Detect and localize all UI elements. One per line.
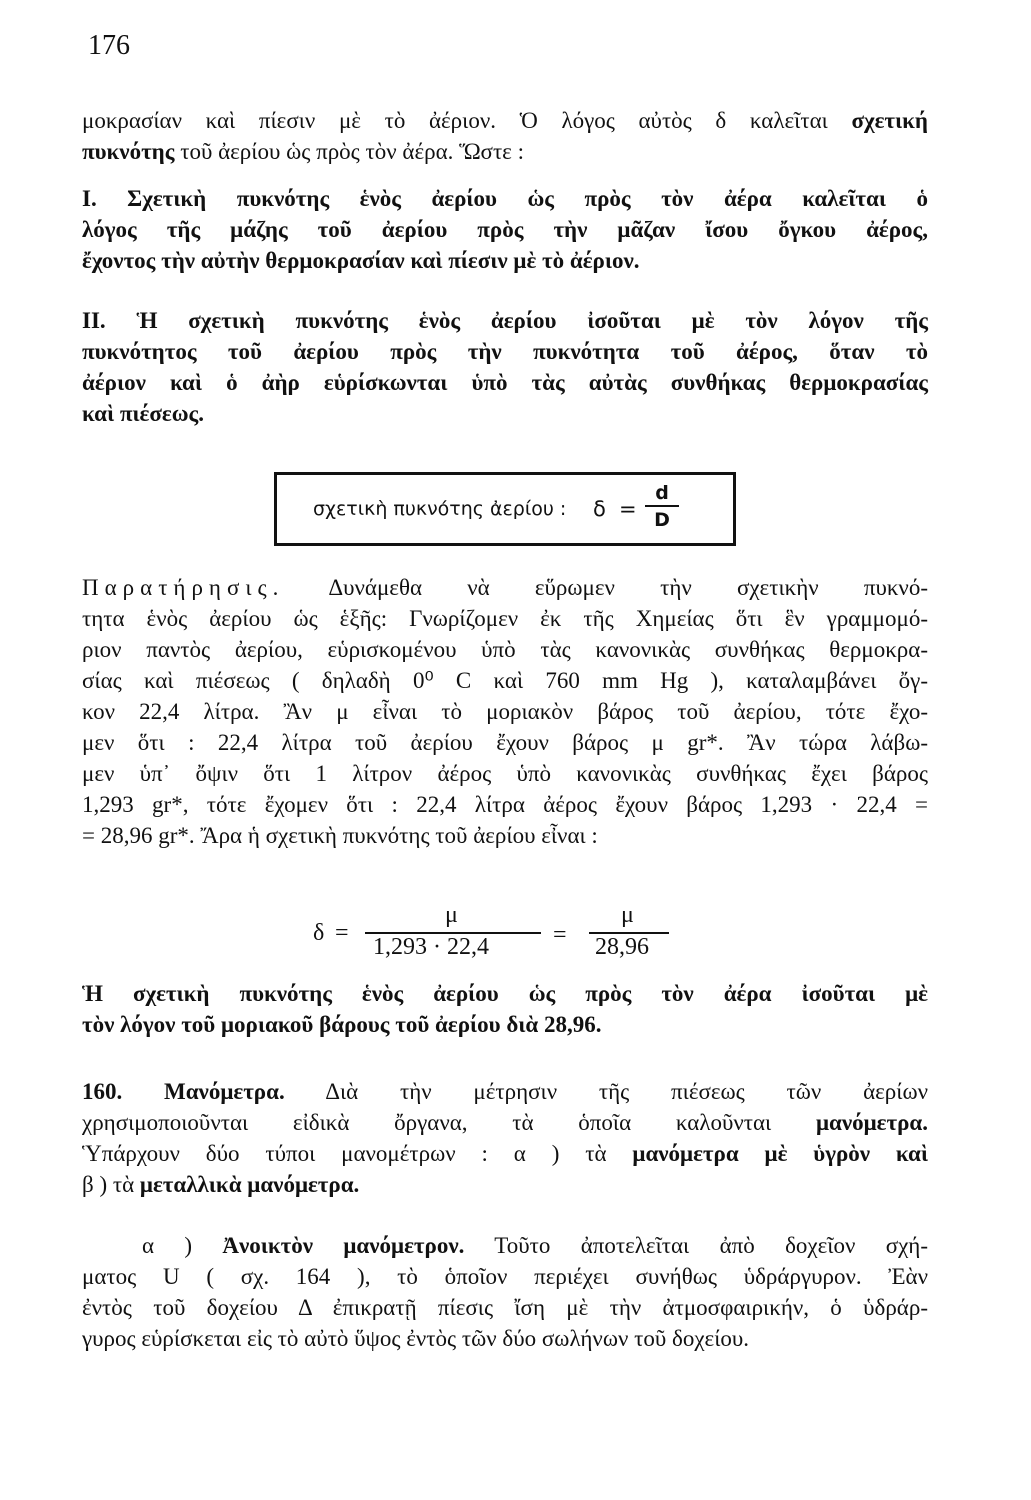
definition-1 bbox=[82, 183, 928, 276]
open-manometer-line: ἐντὸς τοῦ δοχείου Δ ἐπικρατῇ πίεσις ἴση μὲ τὴν ἀτμοσφαιρικήν, ὁ ὑδράρ- bbox=[82, 1295, 928, 1320]
section-160-line-4 bbox=[82, 1169, 928, 1200]
definition-2-line: καὶ πιέσεως. bbox=[82, 401, 204, 426]
open-manometer-line-1 bbox=[82, 1230, 928, 1261]
remark-heading: Παρατήρησις. bbox=[82, 575, 285, 600]
intro-line-2 bbox=[82, 136, 928, 167]
remark-line: 1,293 gr*, τότε ἔχομεν ὅτι : 22,4 λίτρα ἀέρος ἔχουν βάρος 1,293 · 22,4 = bbox=[82, 792, 928, 817]
formula-box bbox=[274, 472, 736, 546]
intro-text: τοῦ ἀερίου ὡς πρὸς τὸν ἀέρα. Ὥστε : bbox=[174, 139, 524, 164]
definition-1-line: λόγος τῆς μάζης τοῦ ἀερίου πρὸς τὴν μᾶζαν ἴσου ὄγκου ἀέρος, bbox=[82, 217, 928, 242]
term-relative: σχετική bbox=[851, 108, 928, 133]
formula-equals: = bbox=[619, 497, 637, 521]
equation-delta: δ bbox=[313, 920, 325, 946]
remark-line: κον 22,4 λίτρα. Ἂν μ εἶναι τὸ μοριακὸν βάρος τοῦ ἀερίου, τότε ἔχο- bbox=[82, 699, 928, 724]
section-160-text: Ὑπάρχουν δύο τύποι μανομέτρων : α ) τὰ bbox=[82, 1141, 633, 1166]
remark-line: τητα ἑνὸς ἀερίου ὡς ἑξῆς: Γνωρίζομεν ἐκ τῆς Χημείας ὅτι ἓν γραμμομό- bbox=[82, 606, 928, 631]
section-160-line-3 bbox=[82, 1138, 928, 1169]
equation-denominator-1: 1,293 · 22,4 bbox=[373, 934, 489, 960]
open-manometer-line: ματος U ( σχ. 164 ), τὸ ὁποῖον περιέχει συνήθως ὑδράργυρον. Ἐὰν bbox=[82, 1264, 928, 1289]
section-160-text: β ) τὰ bbox=[82, 1172, 140, 1197]
intro-paragraph bbox=[82, 105, 928, 167]
section-160-text: χρησιμοποιοῦνται εἰδικὰ ὄργανα, τὰ ὁποῖα καλοῦνται bbox=[82, 1110, 816, 1135]
open-manometer-prefix: α ) bbox=[142, 1233, 223, 1258]
term-liquid-manometers: μανόμετρα μὲ ὑγρὸν καὶ bbox=[632, 1141, 928, 1166]
term-density: πυκνότης bbox=[82, 139, 175, 164]
formula-label: σχετικὴ πυκνότης ἀερίου : bbox=[313, 498, 567, 520]
section-160-line-1 bbox=[82, 1076, 928, 1107]
intro-line-1 bbox=[82, 105, 928, 136]
remark-text: Δυνάμεθα νὰ εὕρωμεν τὴν σχετικὴν πυκνό- bbox=[284, 575, 928, 600]
definition-2-line: πυκνότητος τοῦ ἀερίου πρὸς τὴν πυκνότητα τοῦ ἀέρος, ὅταν τὸ bbox=[82, 339, 928, 364]
open-manometer-heading: Ἀνοικτὸν μανόμετρον. bbox=[222, 1233, 465, 1258]
equation-equals: = bbox=[335, 920, 349, 946]
remark-line-1 bbox=[82, 572, 928, 603]
definition-1-line: ἔχοντος τὴν αὐτὴν θερμοκρασίαν καὶ πίεσιν μὲ τὸ ἀέριον. bbox=[82, 248, 640, 273]
formula-delta: δ bbox=[593, 497, 606, 521]
definition-2-line: II. Ἡ σχετικὴ πυκνότης ἑνὸς ἀερίου ἰσοῦται μὲ τὸν λόγον τῆς bbox=[82, 308, 928, 333]
remark-line: = 28,96 gr*. Ἄρα ἡ σχετικὴ πυκνότης τοῦ ἀερίου εἶναι : bbox=[82, 823, 598, 848]
molar-mass-equation bbox=[305, 900, 725, 970]
equation-denominator-2: 28,96 bbox=[595, 934, 649, 960]
term-metal-manometers: μεταλλικὰ μανόμετρα. bbox=[139, 1172, 360, 1197]
equation-numerator-1: μ bbox=[445, 902, 458, 928]
remark-line: σίας καὶ πιέσεως ( δηλαδὴ 0⁰ C καὶ 760 mm Hg ), καταλαμβάνει ὄγ- bbox=[82, 668, 928, 693]
section-160-line-2 bbox=[82, 1107, 928, 1138]
equation-numerator-2: μ bbox=[621, 902, 634, 928]
definition-2 bbox=[82, 305, 928, 429]
conclusion-line: τὸν λόγον τοῦ μοριακοῦ βάρους τοῦ ἀερίου διὰ 28,96. bbox=[82, 1012, 602, 1037]
remark-paragraph bbox=[82, 572, 928, 851]
formula-numerator: d bbox=[645, 481, 679, 507]
equation-equals-2: = bbox=[553, 922, 567, 948]
intro-text: μοκρασίαν καὶ πίεσιν μὲ τὸ ἀέριον. Ὁ λόγος αὐτὸς δ καλεῖται bbox=[82, 108, 852, 133]
formula-fraction bbox=[645, 481, 679, 533]
section-160-heading: 160. Μανόμετρα. bbox=[82, 1079, 285, 1104]
remark-line: ριον παντὸς ἀερίου, εὑρισκομένου ὑπὸ τὰς κανονικὰς συνθήκας θερμοκρα- bbox=[82, 637, 928, 662]
page-number: 176 bbox=[88, 30, 130, 61]
open-manometer-line: γυρος εὑρίσκεται εἰς τὸ αὐτὸ ὕψος ἐντὸς τῶν δύο σωλήνων τοῦ δοχείου. bbox=[82, 1326, 750, 1351]
definition-2-line: ἀέριον καὶ ὁ ἀὴρ εὑρίσκωνται ὑπὸ τὰς αὐτὰς συνθήκας θερμοκρασίας bbox=[82, 370, 928, 395]
section-160 bbox=[82, 1076, 928, 1200]
term-manometers: μανόμετρα. bbox=[815, 1110, 928, 1135]
conclusion-line: Ἡ σχετικὴ πυκνότης ἑνὸς ἀερίου ὡς πρὸς τὸν ἀέρα ἰσοῦται μὲ bbox=[82, 981, 928, 1006]
remark-line: μεν ὅτι : 22,4 λίτρα τοῦ ἀερίου ἔχουν βάρος μ gr*. Ἂν τώρα λάβω- bbox=[82, 730, 928, 755]
section-160-text: Διὰ τὴν μέτρησιν τῆς πιέσεως τῶν ἀερίων bbox=[284, 1079, 928, 1104]
formula-denominator: D bbox=[654, 509, 670, 531]
remark-line: μεν ὑπ᾽ ὄψιν ὅτι 1 λίτρον ἀέρος ὑπὸ κανονικὰς συνθήκας ἔχει βάρος bbox=[82, 761, 928, 786]
definition-1-line: I. Σχετικὴ πυκνότης ἑνὸς ἀερίου ὡς πρὸς τὸν ἀέρα καλεῖται ὁ bbox=[82, 186, 928, 211]
open-manometer-text: Τοῦτο ἀποτελεῖται ἀπὸ δοχεῖον σχή- bbox=[464, 1233, 928, 1258]
conclusion-paragraph bbox=[82, 978, 928, 1040]
open-manometer-paragraph bbox=[82, 1230, 928, 1354]
